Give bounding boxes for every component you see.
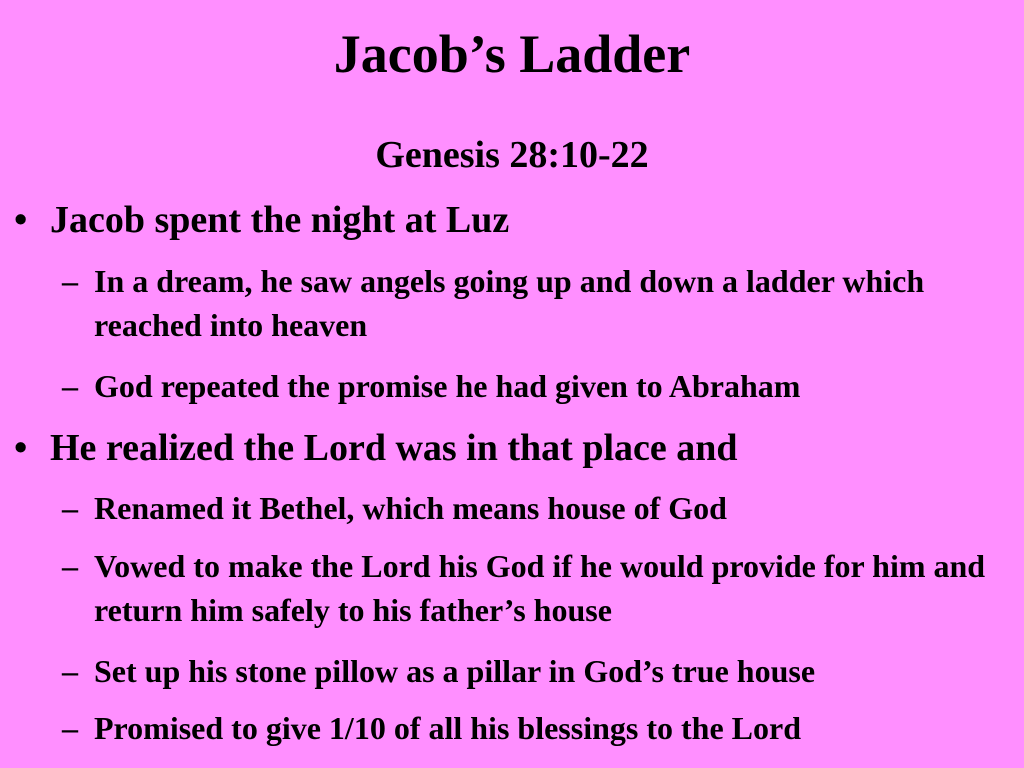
dash-marker: –: [62, 710, 78, 746]
dash-marker: –: [62, 548, 78, 584]
sub-bullet-text: God repeated the promise he had given to Abraham: [94, 368, 801, 404]
dash-marker: –: [62, 263, 78, 299]
dash-marker: –: [62, 653, 78, 689]
sub-bullet-text: Set up his stone pillow as a pillar in God’s true house: [94, 653, 816, 689]
sub-bullet-2-2: [62, 544, 1012, 632]
sub-bullet-text: Renamed it Bethel, which means house of God: [94, 490, 727, 526]
slide-title: Jacob’s Ladder: [333, 24, 691, 84]
sub-bullet-text: Promised to give 1/10 of all his blessings to the Lord: [94, 710, 801, 746]
bullet-text: Jacob spent the night at Luz: [50, 199, 510, 241]
sub-bullet-2-4: [62, 706, 1012, 750]
sub-bullet-1-1: [62, 259, 1012, 347]
bullet-text: He realized the Lord was in that place and: [50, 427, 738, 469]
dash-marker: –: [62, 490, 78, 526]
sub-bullet-1-2: [62, 364, 1012, 408]
sub-bullet-text: In a dream, he saw angels going up and down a ladder which reached into heaven: [94, 263, 925, 343]
sub-bullet-text: Vowed to make the Lord his God if he would provide for him and return him safely to his father’s house: [94, 548, 986, 628]
sub-bullet-2-1: [62, 486, 1012, 530]
bullet-marker: •: [14, 427, 28, 469]
slide-subtitle: Genesis 28:10-22: [375, 134, 649, 176]
sub-bullet-2-3: [62, 649, 1012, 693]
dash-marker: –: [62, 368, 78, 404]
bullet-marker: •: [14, 199, 28, 241]
